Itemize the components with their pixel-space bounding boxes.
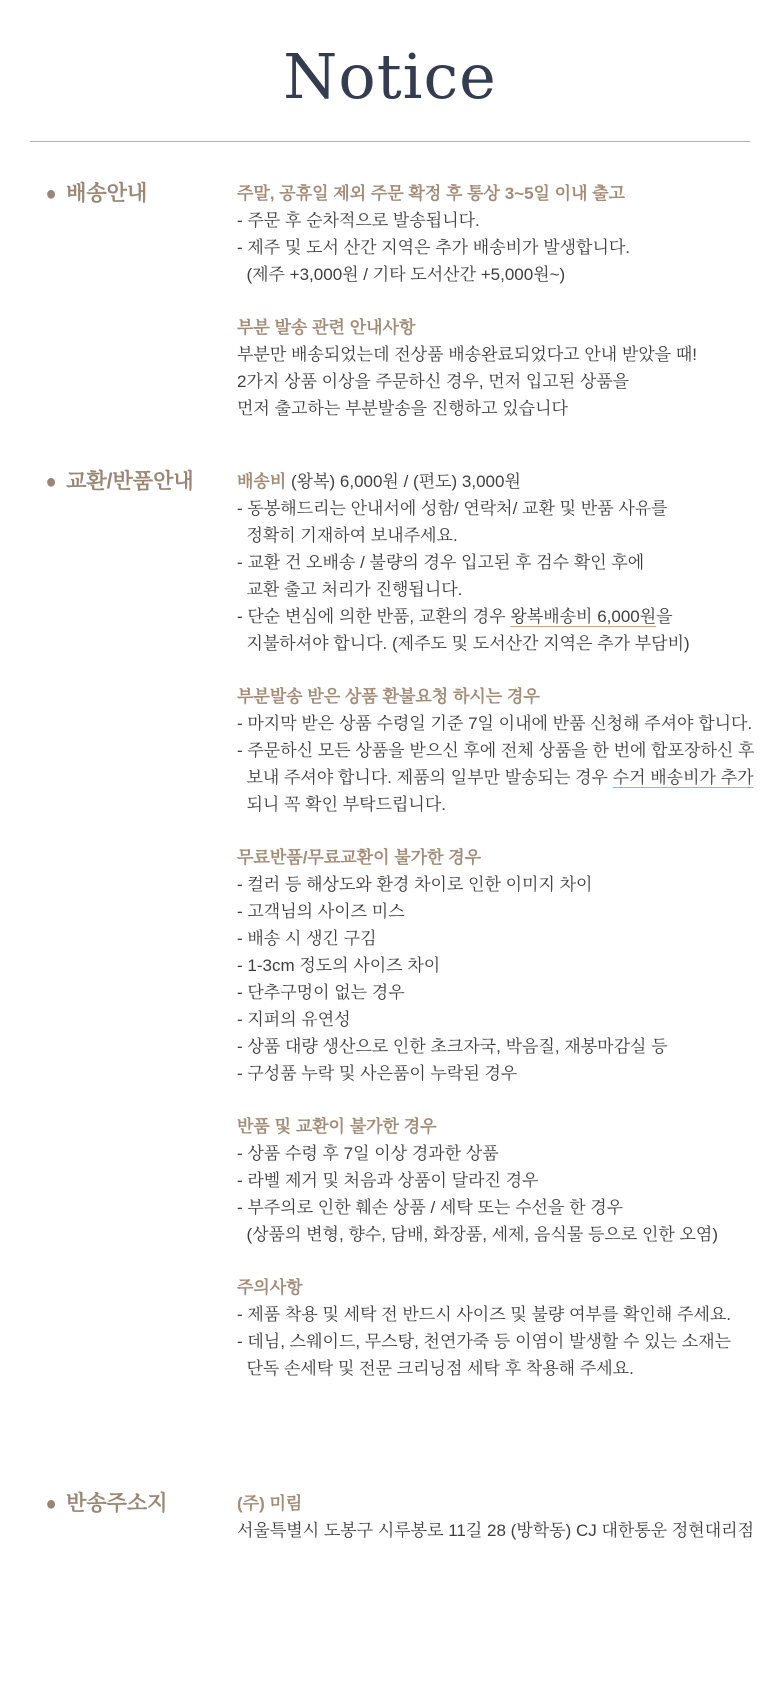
section-content	[237, 180, 760, 422]
section-exchange-return-info	[45, 468, 760, 1382]
text-line	[237, 630, 760, 657]
text-line	[237, 180, 760, 207]
text-line	[237, 683, 760, 710]
body-text: - 제품 착용 및 세탁 전 반드시 사이즈 및 불량 여부를 확인해 주세요.	[237, 1305, 732, 1325]
text-block	[237, 844, 760, 1087]
body-text: - 마지막 받은 상품 수령일 기준 7일 이내에 반품 신청해 주셔야 합니다.	[237, 714, 753, 734]
text-line	[237, 314, 760, 341]
body-text: - 컬러 등 해상도와 환경 차이로 인한 이미지 차이	[237, 875, 593, 895]
section-label-text: 반송주소지	[66, 1492, 168, 1516]
text-line	[237, 1301, 760, 1328]
notice-page	[0, 42, 780, 1650]
body-text: - 단추구멍이 없는 경우	[237, 983, 405, 1003]
text-line	[237, 1355, 760, 1382]
body-text: (상품의 변형, 향수, 담배, 화장품, 세제, 음식물 등으로 인한 오염)	[237, 1225, 719, 1245]
text-line	[237, 710, 760, 737]
bullet-icon: ●	[45, 182, 57, 205]
body-text: - 동봉해드리는 안내서에 성함/ 연락처/ 교환 및 반품 사유를	[237, 499, 668, 519]
text-line	[237, 395, 760, 422]
body-text: (제주 +3,000원 / 기타 도서산간 +5,000원~)	[237, 265, 566, 285]
text-line	[237, 1113, 760, 1140]
text-block	[237, 1274, 760, 1382]
body-text: 부분만 배송되었는데 전상품 배송완료되었다고 안내 받았을 때!	[237, 345, 698, 365]
text-line	[237, 261, 760, 288]
section-content	[237, 468, 760, 1382]
underlined-text: 왕복배송비 6,000원	[510, 607, 657, 627]
body-text: 단독 손세탁 및 전문 크리닝점 세탁 후 착용해 주세요.	[237, 1359, 634, 1379]
text-line	[237, 549, 760, 576]
section-label-return-address	[45, 1490, 237, 1517]
text-line	[237, 468, 760, 495]
page-title: Notice	[283, 40, 497, 113]
body-text: - 단순 변심에 의한 반품, 교환의 경우	[237, 607, 511, 627]
text-line	[237, 764, 760, 791]
text-line	[237, 871, 760, 898]
section-label-text: 배송안내	[66, 182, 148, 206]
text-line	[237, 898, 760, 925]
body-text: (왕복) 6,000원 / (편도) 3,000원	[286, 472, 521, 492]
text-line	[237, 1490, 760, 1517]
section-content	[237, 1490, 760, 1544]
body-text: - 교환 건 오배송 / 불량의 경우 입고된 후 검수 확인 후에	[237, 553, 645, 573]
text-block	[237, 683, 760, 818]
body-text: - 라벨 제거 및 처음과 상품이 달라진 경우	[237, 1171, 539, 1191]
body-text: 2가지 상품 이상을 주문하신 경우, 먼저 입고된 상품을	[237, 372, 630, 392]
body-text: 정확히 기재하여 보내주세요.	[237, 526, 458, 546]
body-text: - 1-3cm 정도의 사이즈 차이	[237, 956, 441, 976]
section-return-address	[45, 1490, 760, 1544]
body-text: 을	[656, 607, 673, 627]
highlight-text: 부분 발송 관련 안내사항	[237, 318, 416, 338]
body-text: 지불하셔야 합니다. (제주도 및 도서산간 지역은 추가 부담비)	[237, 634, 690, 654]
text-line	[237, 1328, 760, 1355]
section-shipping-info	[45, 180, 760, 422]
bullet-icon: ●	[45, 470, 57, 493]
text-line	[237, 1033, 760, 1060]
section-label-exchange-return-info	[45, 468, 237, 495]
text-block	[237, 180, 760, 288]
highlight-text: 배송비	[237, 472, 287, 492]
text-block	[237, 1490, 760, 1544]
highlight-text: 무료반품/무료교환이 불가한 경우	[237, 848, 482, 868]
body-text: - 부주의로 인한 훼손 상품 / 세탁 또는 수선을 한 경우	[237, 1198, 624, 1218]
text-line	[237, 1221, 760, 1248]
text-line	[237, 1194, 760, 1221]
highlight-text: 부분발송 받은 상품 환불요청 하시는 경우	[237, 687, 540, 707]
sections	[0, 142, 780, 1650]
text-line	[237, 1274, 760, 1301]
text-line	[237, 791, 760, 818]
text-line	[237, 603, 760, 630]
text-line	[237, 207, 760, 234]
text-line	[237, 1140, 760, 1167]
body-text: - 구성품 누락 및 사은품이 누락된 경우	[237, 1064, 518, 1084]
text-line	[237, 952, 760, 979]
text-line	[237, 1517, 760, 1544]
highlight-text: 주말, 공휴일 제외 주문 확정 후 통상 3~5일 이내 출고	[237, 184, 626, 204]
body-text: - 주문 후 순차적으로 발송됩니다.	[237, 211, 480, 231]
text-block	[237, 1113, 760, 1248]
text-line	[237, 522, 760, 549]
section-label-shipping-info	[45, 180, 237, 207]
text-block	[237, 314, 760, 422]
text-line	[237, 368, 760, 395]
text-block	[237, 468, 760, 657]
underlined-text: 수거 배송비가 추가	[612, 768, 754, 788]
body-text: - 배송 시 생긴 구김	[237, 929, 377, 949]
text-line	[237, 925, 760, 952]
body-text: 서울특별시 도봉구 시루봉로 11길 28 (방학동) CJ 대한통운 정현대리점	[237, 1521, 754, 1541]
bullet-icon: ●	[45, 1492, 57, 1515]
body-text: - 제주 및 도서 산간 지역은 추가 배송비가 발생합니다.	[237, 238, 631, 258]
text-line	[237, 1006, 760, 1033]
text-line	[237, 495, 760, 522]
text-line	[237, 1167, 760, 1194]
body-text: - 상품 대량 생산으로 인한 초크자국, 박음질, 재봉마감실 등	[237, 1037, 668, 1057]
body-text: - 주문하신 모든 상품을 받으신 후에 전체 상품을 한 번에 합포장하신 후	[237, 741, 755, 761]
body-text: 먼저 출고하는 부분발송을 진행하고 있습니다	[237, 399, 568, 419]
highlight-text: (주) 미림	[237, 1494, 303, 1514]
text-line	[237, 844, 760, 871]
body-text: - 지퍼의 유연성	[237, 1010, 351, 1030]
text-line	[237, 737, 760, 764]
section-label-text: 교환/반품안내	[66, 470, 194, 494]
text-line	[237, 576, 760, 603]
body-text: 보내 주셔야 합니다. 제품의 일부만 발송되는 경우	[237, 768, 613, 788]
body-text: - 상품 수령 후 7일 이상 경과한 상품	[237, 1144, 499, 1164]
text-line	[237, 234, 760, 261]
highlight-text: 반품 및 교환이 불가한 경우	[237, 1117, 437, 1137]
body-text: - 데님, 스웨이드, 무스탕, 천연가죽 등 이염이 발생할 수 있는 소재는	[237, 1332, 732, 1352]
body-text: 되니 꼭 확인 부탁드립니다.	[237, 795, 446, 815]
body-text: 교환 출고 처리가 진행됩니다.	[237, 580, 463, 600]
body-text: - 고객님의 사이즈 미스	[237, 902, 405, 922]
text-line	[237, 341, 760, 368]
highlight-text: 주의사항	[237, 1278, 303, 1298]
text-line	[237, 1060, 760, 1087]
text-line	[237, 979, 760, 1006]
